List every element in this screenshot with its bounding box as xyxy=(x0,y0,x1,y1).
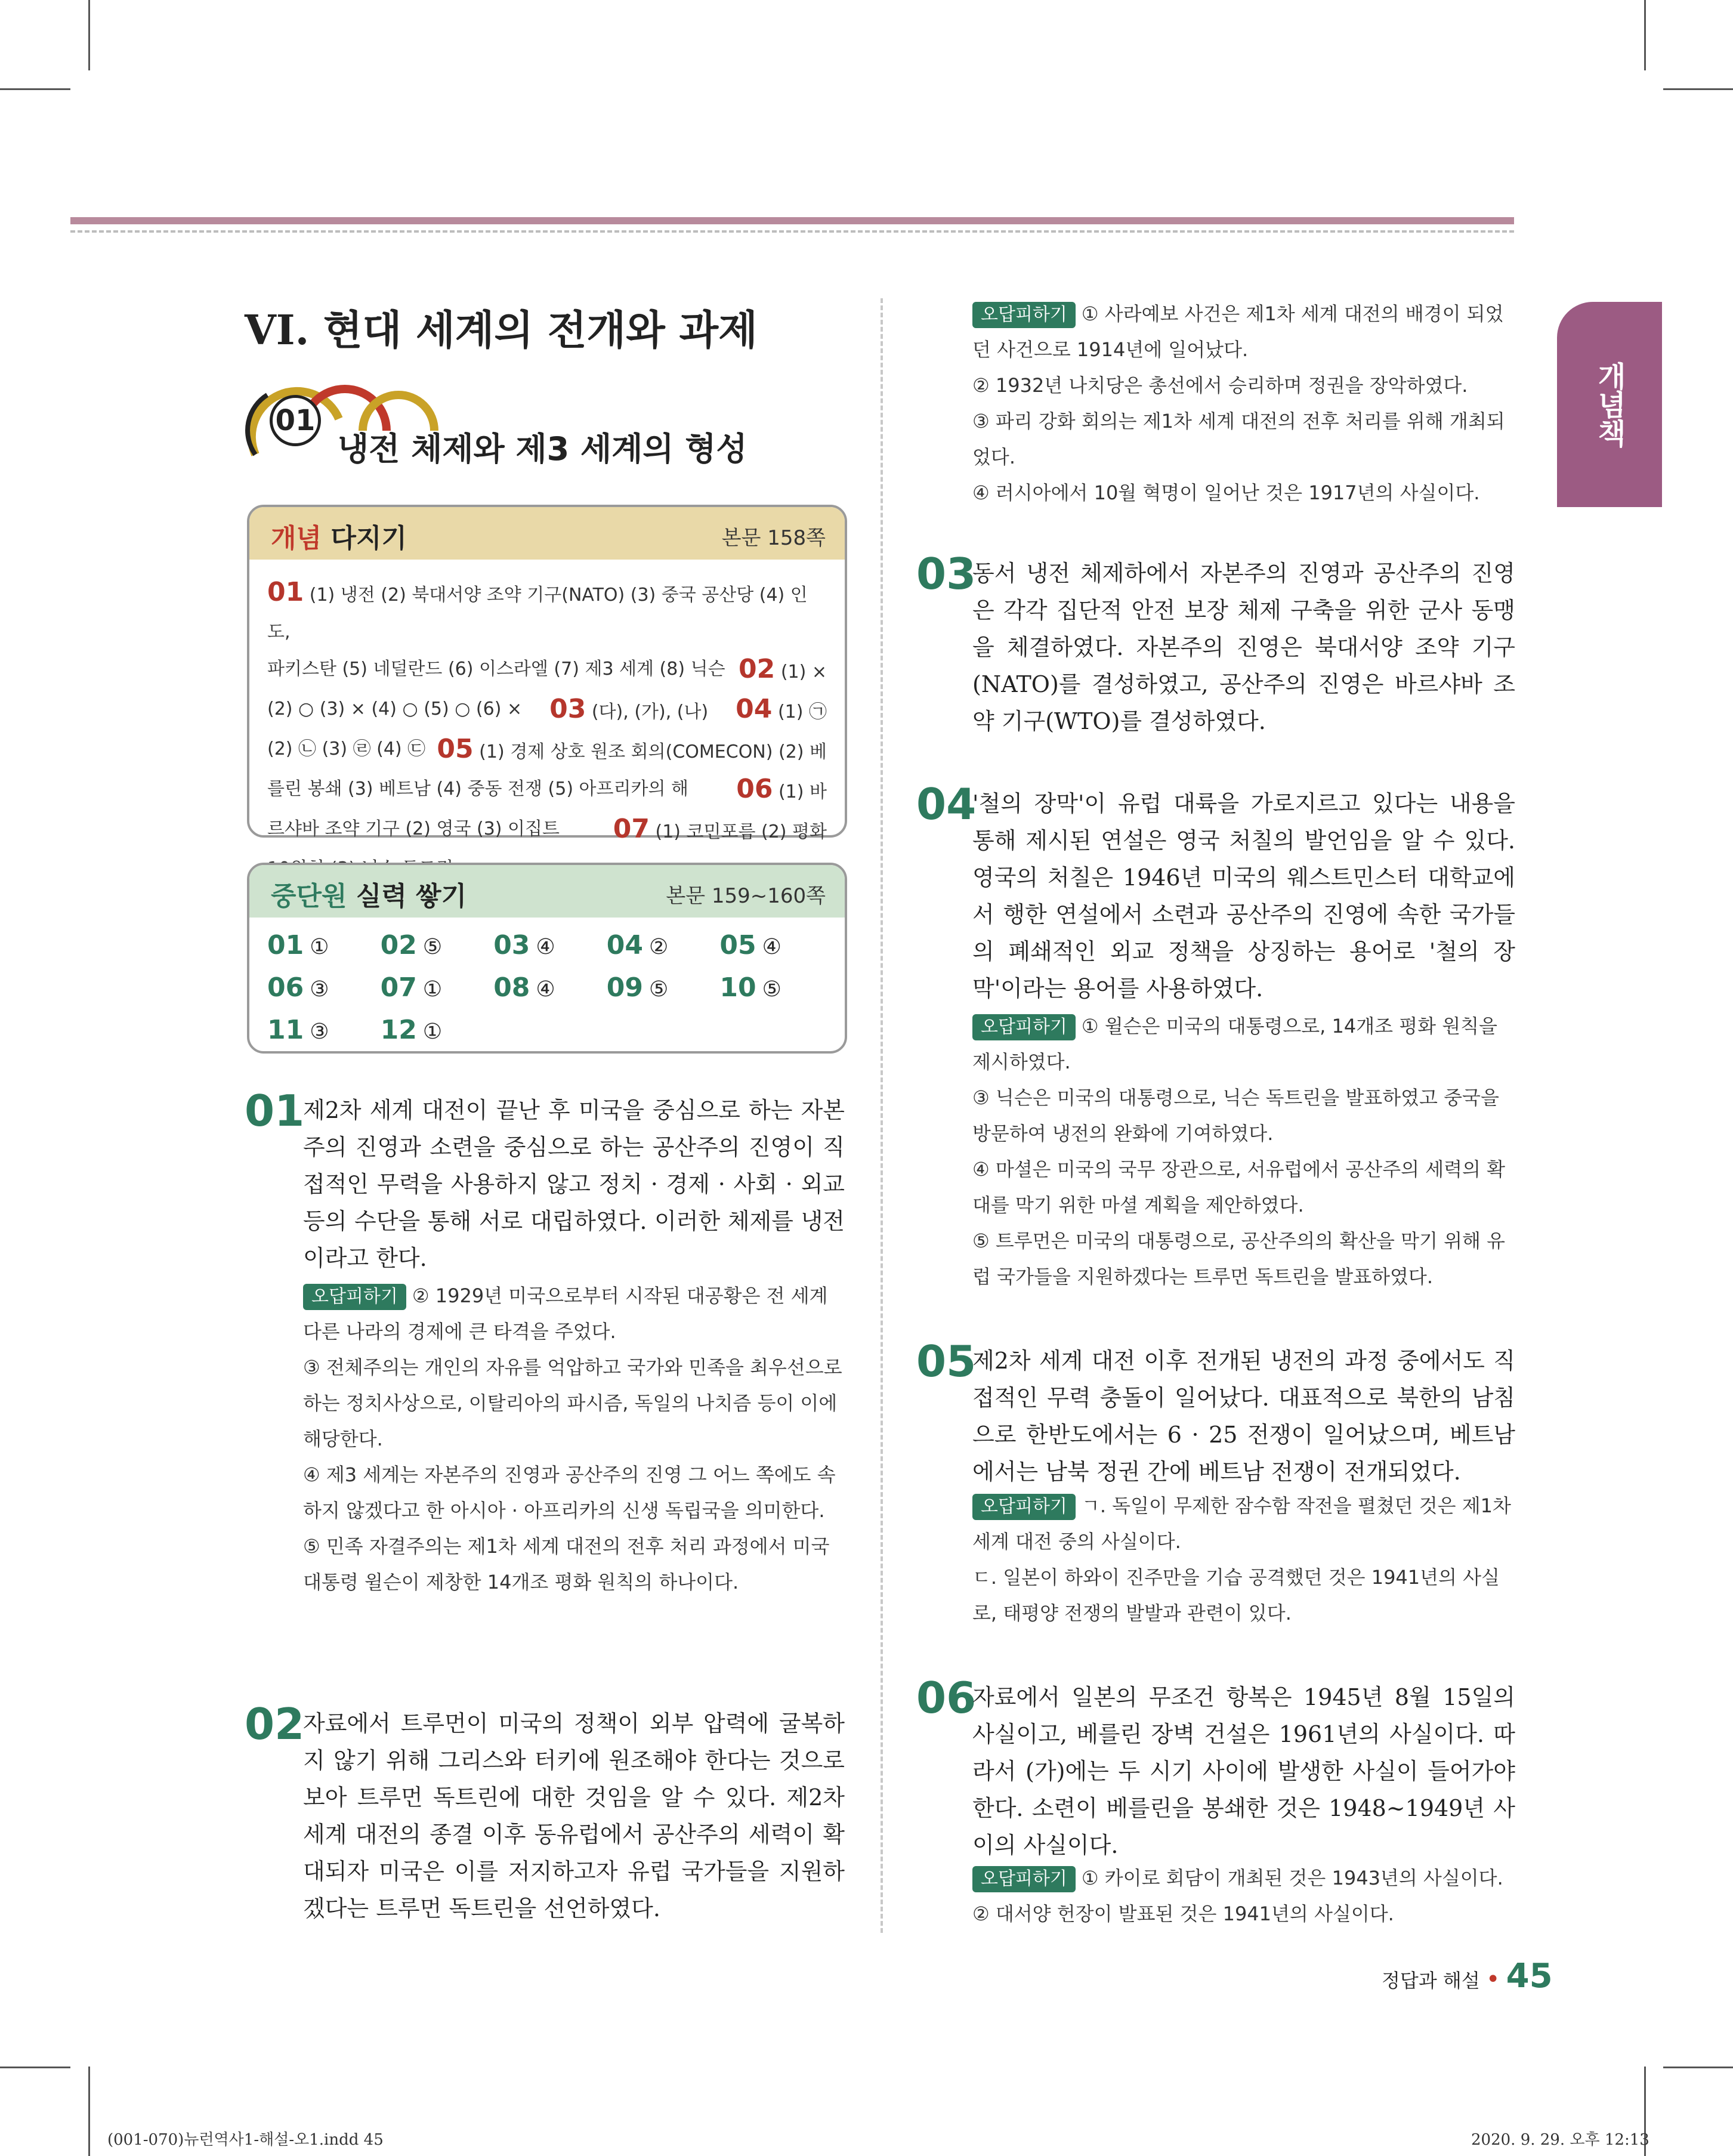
box-title-b: 실력 쌓기 xyxy=(356,881,467,912)
answer-choice: ④ xyxy=(762,935,781,959)
answer-number: 02 xyxy=(739,654,776,684)
answer-cell xyxy=(267,969,381,1008)
crop-mark xyxy=(0,2067,70,2068)
note-item: ③ 닉슨은 미국의 대통령으로, 닉슨 독트린을 발표하였고 중국을 방문하여 냉전의 완화에 기여하였다. xyxy=(972,1086,1499,1145)
answer-cell xyxy=(381,1012,494,1051)
answer-choice: ④ xyxy=(536,935,555,959)
answer-text: (1) 바 xyxy=(773,782,827,802)
section-number: 01 xyxy=(270,395,321,446)
concept-review-box xyxy=(247,505,847,844)
concept-answers xyxy=(267,574,827,888)
header-rule xyxy=(70,217,1514,224)
footer-dot: • xyxy=(1485,1966,1500,1993)
note-text: ① 윌슨은 미국의 대통령으로, 14개조 평화 원칙을 제시하였다. xyxy=(972,1015,1497,1073)
question-number: 03 xyxy=(916,549,977,599)
answer-grid xyxy=(267,927,833,1051)
question-explanation: 제2차 세계 대전이 끝난 후 미국을 중심으로 하는 자본주의 진영과 소련을 중심으로 하는 공산주의 진영이 직접적인 무력을 사용하지 않고 정치 · 경제 · 사회 · 외교 등의 수단을 통해 서로 대립하였다. 이러한 체제를 냉전이라고 한다. xyxy=(303,1097,845,1271)
answer-number: 10 xyxy=(719,972,756,1003)
answer-text: (1) 경제 상호 원조 회의(COMECON) (2) 베 xyxy=(473,742,827,762)
answer-choice: ① xyxy=(310,935,329,959)
answer-text: 파키스탄 (5) 네덜란드 (6) 이스라엘 (7) 제3 세계 (8) 닉슨 xyxy=(267,659,725,679)
box-title-b: 다지기 xyxy=(330,523,407,554)
crop-mark xyxy=(88,2067,90,2156)
wrong-answer-notes xyxy=(972,1860,1515,1932)
answer-cell xyxy=(493,927,607,966)
wrong-answer-notes xyxy=(303,1278,845,1600)
answer-choice: ② xyxy=(649,935,669,959)
note-item: ③ 파리 강화 회의는 제1차 세계 대전의 전후 처리를 위해 개최되었다. xyxy=(972,410,1505,468)
unit-practice-box xyxy=(247,863,847,1054)
answer-number: 08 xyxy=(493,972,530,1003)
answer-cell xyxy=(267,927,381,966)
answer-number: 06 xyxy=(736,774,773,804)
note-item xyxy=(972,296,1515,367)
answer-number: 06 xyxy=(267,972,304,1003)
question-explanation: 제2차 세계 대전 이후 전개된 냉전의 과정 중에서도 직접적인 무력 충돌이 일어났다. 대표적으로 북한의 남침으로 한반도에서는 6 · 25 전쟁이 일어났으며, 베트남에서는 남북 정권 간에 베트남 전쟁이 전개되었다. xyxy=(972,1348,1515,1485)
answer-line xyxy=(267,574,827,651)
question-explanation: 자료에서 일본의 무조건 항복은 1945년 8월 15일의 사실이고, 베를린 장벽 건설은 1961년의 사실이다. 따라서 (가)에는 두 시기 사이에 발생한 사실이 들어가야 한다. 소련이 베를린을 봉쇄한 것은 1948~1949년 사이의 사실이다. xyxy=(972,1684,1515,1858)
note-text: ① 카이로 회담이 개최된 것은 1943년의 사실이다. xyxy=(1081,1867,1503,1889)
crop-mark xyxy=(0,88,70,90)
footer-label: 정답과 해설 xyxy=(1382,1969,1480,1992)
wrong-answer-notes xyxy=(972,1488,1515,1631)
note-text: ② 1929년 미국으로부터 시작된 대공황은 전 세계 다른 나라의 경제에 큰 타격을 주었다. xyxy=(303,1284,828,1343)
box-title xyxy=(271,517,407,555)
note-item: ㄷ. 일본이 하와이 진주만을 기습 공격했던 것은 1941년의 사실로, 태평양 전쟁의 발발과 관련이 있다. xyxy=(972,1566,1500,1624)
crop-mark xyxy=(1663,88,1733,90)
answer-choice: ① xyxy=(422,1020,443,1044)
print-slug-right: 2020. 9. 29. 오후 12:13 xyxy=(1471,2131,1649,2149)
note-item: ④ 러시아에서 10월 혁명이 일어난 것은 1917년의 사실이다. xyxy=(972,481,1480,504)
question-number: 05 xyxy=(916,1336,977,1386)
wrong-answer-badge: 오답피하기 xyxy=(972,302,1076,328)
answer-cell xyxy=(493,969,607,1008)
side-tab: 개념책 xyxy=(1557,302,1662,507)
answer-number: 05 xyxy=(719,930,756,960)
answer-text: (1) 냉전 (2) 북대서양 조약 기구(NATO) (3) 중국 공산당 (4) 인도, xyxy=(267,585,808,643)
answer-number: 07 xyxy=(380,972,417,1003)
answer-text: 르샤바 조약 기구 (2) 영국 (3) 이집트 xyxy=(267,818,560,839)
answer-number: 05 xyxy=(437,734,474,764)
question-number: 06 xyxy=(916,1673,977,1723)
crop-mark xyxy=(1663,2067,1733,2068)
box-title xyxy=(271,875,467,913)
answer-line xyxy=(267,731,827,771)
answer-number: 09 xyxy=(606,972,644,1003)
note-item: ④ 마셜은 미국의 국무 장관으로, 서유럽에서 공산주의 세력의 확대를 막기 위한 마셜 계획을 제안하였다. xyxy=(972,1158,1506,1216)
note-item xyxy=(972,1860,1515,1896)
answer-cell xyxy=(381,969,494,1008)
print-slug-left: (001-070)뉴런역사1-해설-오1.indd 45 xyxy=(107,2131,384,2149)
answer-choice: ③ xyxy=(310,977,329,1002)
question-number: 02 xyxy=(245,1699,305,1749)
answer-choice: ③ xyxy=(310,1020,329,1044)
wrong-answer-badge: 오답피하기 xyxy=(972,1014,1076,1040)
question-explanation: 자료에서 트루먼이 미국의 정책이 외부 압력에 굴복하지 않기 위해 그리스와 터키에 원조해야 한다는 것으로 보아 트루먼 독트린에 대한 것임을 알 수 있다. 제2차 세계 대전의 종결 이후 동유럽에서 공산주의 세력이 확대되자 미국은 이를 저지하고자 유럽 국가들을 지원하겠다는 트루먼 독트린을 선언하였다. xyxy=(303,1710,845,1922)
answer-choice: ④ xyxy=(536,977,555,1002)
answer-number: 03 xyxy=(493,930,530,960)
answer-cell xyxy=(719,969,833,1008)
answer-cell xyxy=(719,927,833,966)
question-explanation: '철의 장막'이 유럽 대륙을 가로지르고 있다는 내용을 통해 제시된 연설은 영국 처칠의 발언임을 알 수 있다. 영국의 처칠은 1946년 미국의 웨스트민스터 대학교에서 행한 연설에서 소련과 공산주의 진영에 속한 국가들의 폐쇄적인 외교 정책을 상징하는 용어로 '철의 장막'이라는 용어를 사용하였다. xyxy=(972,790,1515,1002)
box-page-ref: 본문 159~160쪽 xyxy=(666,884,826,908)
note-item xyxy=(303,1278,845,1349)
answer-text: 를린 봉쇄 (3) 베트남 (4) 중동 전쟁 (5) 아프리카의 해 xyxy=(267,779,688,799)
answer-text: (2) ○ (3) × (4) ○ (5) ○ (6) × xyxy=(267,699,523,719)
answer-number: 02 xyxy=(380,930,417,960)
note-item: ② 대서양 헌장이 발표된 것은 1941년의 사실이다. xyxy=(972,1902,1394,1925)
answer-line xyxy=(267,811,827,851)
note-item: ④ 제3 세계는 자본주의 진영과 공산주의 진영 그 어느 쪽에도 속하지 않겠다고 한 아시아 · 아프리카의 신생 독립국을 의미한다. xyxy=(303,1463,836,1522)
answer-number: 03 xyxy=(549,694,586,724)
answer-text: (1) 코민포름 (2) 평화 xyxy=(649,821,827,842)
note-item: ⑤ 트루먼은 미국의 대통령으로, 공산주의의 확산을 막기 위해 유럽 국가들을 지원하겠다는 트루먼 독트린을 발표하였다. xyxy=(972,1230,1506,1288)
answer-number: 07 xyxy=(613,814,650,844)
note-text: ① 사라예보 사건은 제1차 세계 대전의 배경이 되었던 사건으로 1914년에 일어났다. xyxy=(972,302,1504,361)
answer-choice: ① xyxy=(422,977,443,1002)
answer-choice: ⑤ xyxy=(649,977,669,1002)
answer-text: (2) ㉡ (3) ㉣ (4) ㉢ xyxy=(267,739,426,759)
header-dashed-rule xyxy=(70,230,1514,233)
chapter-title: VI. 현대 세계의 전개와 과제 xyxy=(245,307,758,354)
answer-cell xyxy=(607,969,720,1008)
answer-number: 04 xyxy=(736,694,773,724)
note-item: ③ 전체주의는 개인의 자유를 억압하고 국가와 민족을 최우선으로 하는 정치사상으로, 이탈리아의 파시즘, 독일의 나치즘 등이 이에 해당한다. xyxy=(303,1356,842,1450)
note-item: ② 1932년 나치당은 총선에서 승리하며 정권을 장악하였다. xyxy=(972,374,1468,397)
wrong-answer-badge: 오답피하기 xyxy=(972,1494,1076,1520)
answer-cell xyxy=(267,1012,381,1051)
answer-number: 04 xyxy=(606,930,644,960)
wrong-answer-badge: 오답피하기 xyxy=(303,1284,406,1310)
answer-line xyxy=(267,651,827,691)
crop-mark xyxy=(88,0,90,70)
note-item: ⑤ 민족 자결주의는 제1차 세계 대전의 전후 처리 과정에서 미국 대통령 윌슨이 제창한 14개조 평화 원칙의 하나이다. xyxy=(303,1535,830,1593)
crop-mark xyxy=(1644,0,1646,70)
question-number: 01 xyxy=(245,1086,305,1136)
wrong-answer-notes xyxy=(972,1008,1515,1295)
answer-choice: ⑤ xyxy=(762,977,781,1002)
answer-number: 11 xyxy=(267,1015,304,1045)
box-title-a: 중단원 xyxy=(271,881,347,912)
answer-number: 01 xyxy=(267,930,304,960)
question-number: 04 xyxy=(916,779,977,829)
answer-cell xyxy=(607,927,720,966)
note-item xyxy=(972,1488,1515,1559)
answer-number: 12 xyxy=(380,1015,417,1045)
column-divider xyxy=(881,298,883,1933)
note-text: ㄱ. 독일이 무제한 잠수함 작전을 펼쳤던 것은 제1차 세계 대전 중의 사실이다. xyxy=(972,1494,1511,1553)
box-title-a: 개념 xyxy=(271,523,322,554)
question-explanation: 동서 냉전 체제하에서 자본주의 진영과 공산주의 진영은 각각 집단적 안전 보장 체제 구축을 위한 군사 동맹을 체결하였다. 자본주의 진영은 북대서양 조약 기구(NATO)를 결성하였고, 공산주의 진영은 바르샤바 조약 기구(WTO)를 결성하였다. xyxy=(972,560,1515,734)
answer-text: (1) × xyxy=(775,662,827,682)
answer-line xyxy=(267,691,827,731)
page-footer xyxy=(1382,1957,1553,1996)
answer-text: (다), (가), (나) xyxy=(586,702,709,722)
box-page-ref: 본문 158쪽 xyxy=(721,526,826,550)
wrong-answer-badge: 오답피하기 xyxy=(972,1866,1076,1892)
answer-text: (1) ㉠ xyxy=(772,702,827,722)
page-number: 45 xyxy=(1506,1957,1553,1996)
answer-cell xyxy=(381,927,494,966)
wrong-answer-notes xyxy=(972,296,1515,511)
section-title: 냉전 체제와 제3 세계의 형성 xyxy=(338,430,747,468)
answer-choice: ⑤ xyxy=(422,935,443,959)
answer-line xyxy=(267,771,827,811)
note-item xyxy=(972,1008,1515,1080)
answer-number: 01 xyxy=(267,577,304,607)
